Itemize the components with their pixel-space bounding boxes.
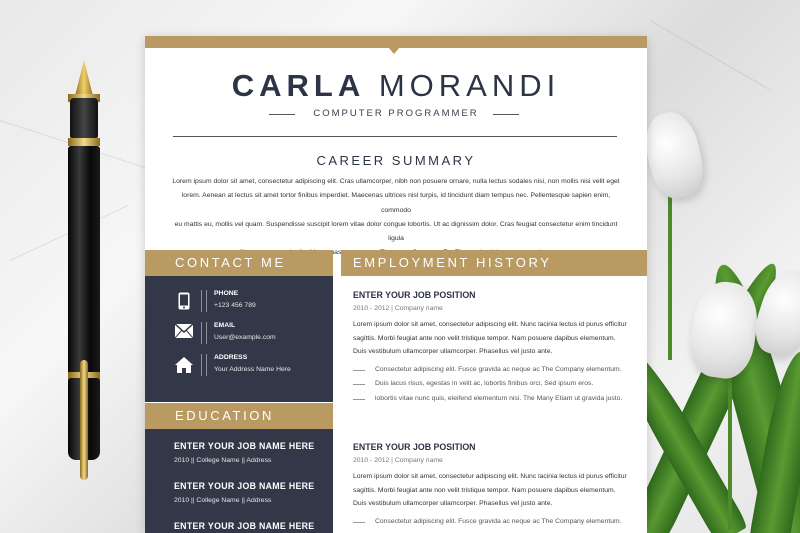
education-detail: 2010 || College Name || Address (174, 457, 272, 464)
contact-label: ADDRESS (214, 354, 248, 361)
contact-divider (201, 354, 207, 376)
divider (493, 114, 519, 115)
resume-sheet (145, 36, 647, 533)
email-icon (175, 324, 193, 344)
job-bullet: Duis lacus risus, egestas in velit ac, lobortis finibus orci, Sed ipsum eros. (353, 377, 633, 392)
job-description (353, 470, 633, 511)
education-item (174, 441, 324, 464)
education-item (174, 521, 324, 531)
education-detail: 2010 || College Name || Address (174, 497, 272, 504)
contact-divider (201, 322, 207, 344)
contact-label: PHONE (214, 290, 239, 297)
job-description-line: Lorem ipsum dolor sit amet, consectetur adipiscing elit. Nunc lacinia lectus id purus efficitur (353, 473, 627, 480)
job-position: ENTER YOUR JOB POSITION (353, 290, 476, 300)
job-description-line: Lorem ipsum dolor sit amet, consectetur adipiscing elit. Nunc lacinia lectus id purus efficitur (353, 321, 627, 328)
contact-value: +123 456 789 (214, 302, 256, 309)
job-description-line: Duis vestibulum ullamcorper ullamcorper. Phasellus vel justo ante. (353, 348, 553, 355)
contact-panel (145, 276, 333, 402)
contact-value: Your Address Name Here (214, 366, 291, 373)
education-title: ENTER YOUR JOB NAME HERE (174, 441, 315, 451)
home-icon (175, 356, 193, 376)
candidate-name (145, 68, 647, 104)
job-description-line: sagittis. Morbi feugiat ante non velit tristique tempor. Nam posuere dapibus elementum. (353, 334, 616, 342)
education-title: ENTER YOUR JOB NAME HERE (174, 481, 315, 491)
contact-value: User@example.com (214, 334, 276, 341)
contact-email (175, 322, 325, 346)
job-description-line: Duis vestibulum ullamcorper ullamcorper. Phasellus vel justo ante. (353, 500, 553, 507)
job-position: ENTER YOUR JOB POSITION (353, 442, 476, 452)
education-panel (145, 429, 333, 533)
education-title: ENTER YOUR JOB NAME HERE (174, 521, 315, 531)
job-dates: 2010 - 2012 | Company name (353, 457, 443, 464)
job-bullet: Consectetur adipiscing elit. Fusce gravida ac neque ac The Company elementum. (353, 363, 633, 378)
job-title: COMPUTER PROGRAMMER (313, 108, 479, 119)
job-bullet: lobortis vitae nunc quis, eleifend elementum nisi. The Many Etiam ut gravida justo. (353, 392, 633, 407)
summary-text (169, 175, 623, 261)
job-description-line: sagittis. Morbi feugiat ante non velit tristique tempor. Nam posuere dapibus elementum. (353, 486, 616, 494)
summary-heading: CAREER SUMMARY (316, 153, 476, 168)
contact-label: EMAIL (214, 322, 236, 329)
divider (173, 136, 617, 137)
marble-vein (650, 20, 772, 91)
summary-line: lorem. Aenean at lectus sit amet tortor finibus imperdiet. Maecenas ultrices nisl turpis, id tincidunt diam tempus nec. Pellentesque sapien enim, commodo (181, 192, 611, 214)
summary-line: Lorem ipsum dolor sit amet, consectetur adipiscing elit. Cras ullamcorper, nibh non posuere ornare, nulla lectus sodales nisi, non mollis nisi velit eget (172, 178, 620, 185)
fountain-pen-image (66, 60, 102, 460)
employment-heading: EMPLOYMENT HISTORY (341, 250, 647, 276)
contact-divider (201, 290, 207, 312)
top-accent-notch (388, 47, 400, 54)
phone-icon (175, 292, 193, 312)
contact-heading: CONTACT ME (145, 250, 333, 276)
education-item (174, 481, 324, 504)
last-name: MORANDI (378, 68, 561, 103)
job-entry (353, 290, 633, 407)
job-entry (353, 442, 633, 529)
job-dates: 2010 - 2012 | Company name (353, 305, 443, 312)
contact-phone (175, 290, 325, 314)
summary-line: eu mattis eu, mollis vel quam. Suspendisse suscipit lorem vitae dolor congue lobortis. Ut ac dignissim dolor. Cras feugiat consectetur enim tincidunt ligula (174, 220, 618, 243)
first-name: CARLA (231, 68, 366, 103)
contact-address (175, 354, 325, 378)
education-heading: EDUCATION (145, 403, 333, 429)
job-bullet: Consectetur adipiscing elit. Fusce gravida ac neque ac The Company elementum. (353, 515, 633, 530)
job-description (353, 318, 633, 359)
